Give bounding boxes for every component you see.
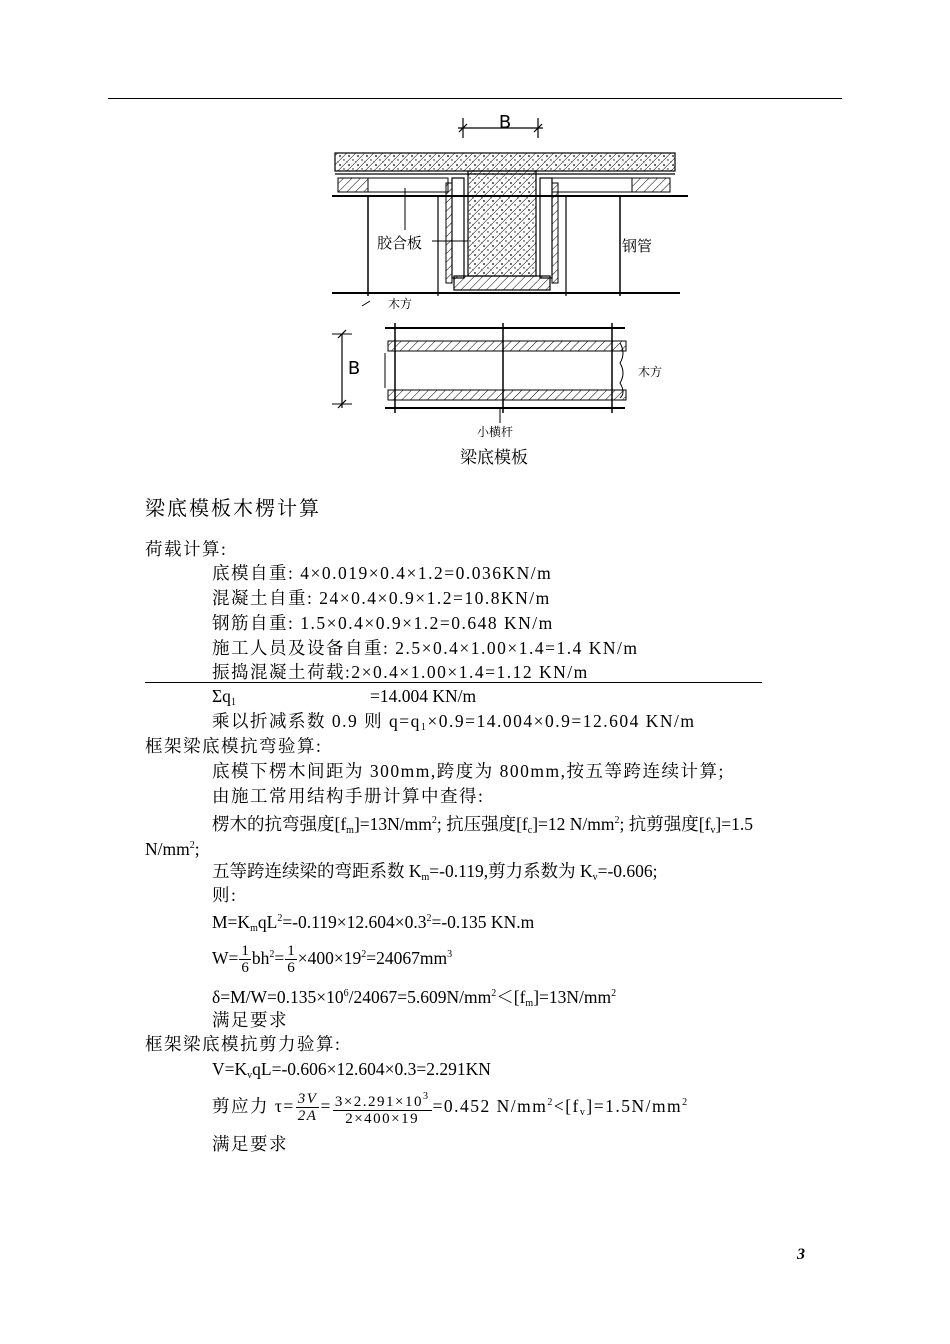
bending-strengths: 楞木的抗弯强度$[f_m]=13N/mm^2$; 抗压强度$[f_c]=12$ $N/mm^2$; 抗剪强度$[f_v]=1.5$ xyxy=(212,814,753,836)
load-sum-value: =14.004 KN/m xyxy=(370,686,477,706)
sum-rule xyxy=(145,682,762,683)
beam-formwork-diagram xyxy=(320,108,700,478)
concrete-beam xyxy=(446,171,558,290)
dimension-b-label: B xyxy=(498,112,512,133)
section-modulus: W= $\frac{1}{6}$ $bh^2=$ $\frac{1}{6}$ $\times 400\times 19^2=24067mm^3$ xyxy=(212,943,453,977)
figure-caption: 梁底模板 xyxy=(460,448,528,468)
load-line-vibration: 振捣混凝土荷载:2×0.4×1.00×1.4=1.12 KN/m xyxy=(212,662,589,682)
load-line-formwork: 底模自重: 4×0.019×0.4×1.2=0.036KN/m xyxy=(212,563,553,583)
bending-title: 框架梁底模抗弯验算: xyxy=(145,736,323,756)
bending-source: 由施工常用结构手册计算中查得: xyxy=(212,786,485,806)
load-line-workers: 施工人员及设备自重: 2.5×0.4×1.00×1.4=1.4 KN/m xyxy=(212,638,639,658)
load-line-rebar: 钢筋自重: 1.5×0.4×0.9×1.2=0.648 KN/m xyxy=(212,613,554,633)
header-rule xyxy=(108,98,842,99)
shear-title: 框架梁底模抗剪力验算: xyxy=(145,1034,342,1054)
plan-view xyxy=(332,323,662,468)
section-heading: 梁底模板木楞计算 xyxy=(145,498,321,520)
label-crossbar: 小横杆 xyxy=(477,425,514,439)
load-line-concrete: 混凝土自重: 24×0.4×0.9×1.2=10.8KN/m xyxy=(212,588,551,608)
page-number: 3 xyxy=(797,1246,805,1263)
load-title: 荷载计算: xyxy=(145,539,228,559)
label-steel-pipe: 钢管 xyxy=(622,237,653,255)
bending-spacing: 底模下楞木间距为 300mm,跨度为 800mm,按五等跨连续计算; xyxy=(212,761,725,781)
bending-ok: 满足要求 xyxy=(212,1010,288,1030)
bending-coefficients: 五等跨连续梁的弯距系数 $K_m=-0.119$,剪力系数为 $K_v=-0.606$; xyxy=(212,861,658,883)
label-timber-top: 木方 xyxy=(388,297,413,311)
load-reduced: 乘以折减系数 0.9 则 $q=q_1\times 0.9=14.004\times 0.9=12.604$ KN/m xyxy=(212,711,696,733)
label-timber-plan: 木方 xyxy=(638,365,663,379)
shear-force: $V=K_vqL=-0.606\times 12.604\times 0.3=2.291KN$ xyxy=(212,1059,491,1081)
dimension-b-side-label: B xyxy=(347,358,361,379)
label-plywood: 胶合板 xyxy=(377,234,423,252)
load-sum-label: $\Sigma q_1$ xyxy=(212,686,236,708)
shear-ok: 满足要求 xyxy=(212,1134,288,1154)
bending-moment: $M=K_mqL^2=-0.119\times 12.604\times 0.3^2=-0.135$ KN.m xyxy=(212,912,535,934)
dimension-b-top xyxy=(458,112,543,138)
shear-stress: 剪应力 τ= $\frac{3V}{2A}$ = $\frac{3\times 2.291\times 10^3}{2\times 400\times 19}$ =0.452 $N/mm^2<[f_v]=1.5N/mm^2$ xyxy=(212,1090,689,1127)
bending-then: 则: xyxy=(212,885,238,905)
bending-stress: $\delta=M/W=0.135\times 10^6/24067=5.609N/mm^2<[f_m]=13N/mm^2$ xyxy=(212,987,617,1009)
bending-strengths-cont: $N/mm^2$; xyxy=(145,839,200,859)
